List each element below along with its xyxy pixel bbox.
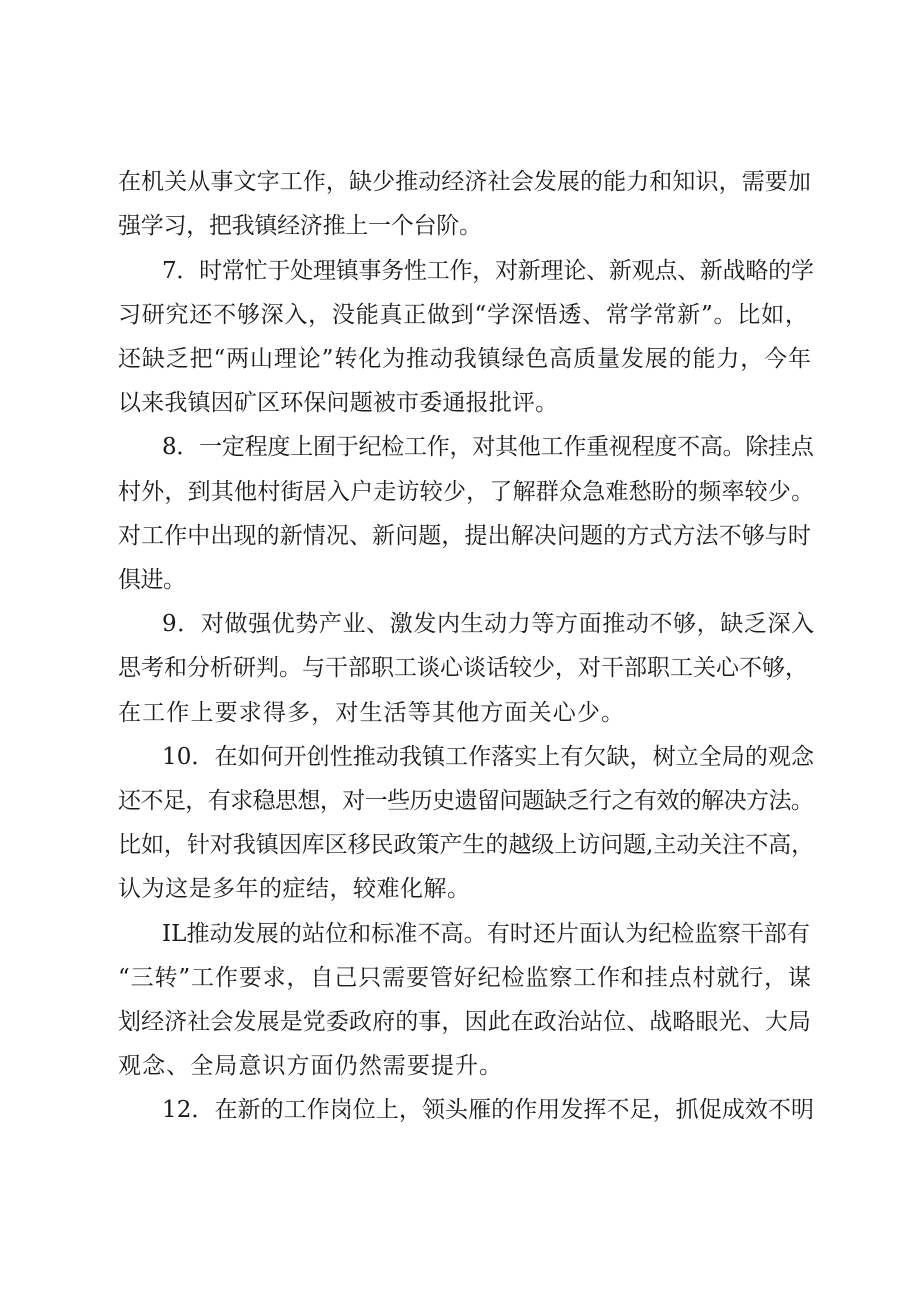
text-line [0,601,920,647]
line-text: 思考和分析研判。与干部职工谈心谈话较少，对干部职工关心不够， [118,655,808,681]
text-line [0,513,920,559]
text-line [0,955,920,1001]
line-text: 以来我镇因矿区环保问题被市委通报批评。 [118,390,559,416]
text-line [0,424,920,470]
line-text: 还不足，有求稳思想，对一些历史遗留问题缺乏行之有效的解决方法。 [118,788,814,814]
line-text: 村外，到其他村街居入户走访较少，了解群众急难愁盼的频率较少。 [118,479,815,505]
line-text: 观念、全局意识方面仍然需要提升。 [118,1053,504,1079]
line-text: 10．在如何开创性推动我镇工作落实上有欠缺，树立全局的观念 [162,744,815,770]
line-text: 还缺乏把“两山理论”转化为推动我镇绿色高质量发展的能力，今年 [118,346,812,372]
line-text: 在机关从事文字工作，缺少推动经济社会发展的能力和知识，需要加 [118,169,811,195]
line-text: 划经济社会发展是党委政府的事，因此在政治站位、战略眼光、大局 [118,1009,811,1035]
text-line [0,557,920,603]
text-line [0,1087,920,1133]
text-line [0,999,920,1045]
text-line [0,203,920,249]
text-line [0,778,920,824]
line-text: 12．在新的工作岗位上，领头雁的作用发挥不足，抓促成效不明 [162,1097,815,1123]
line-text: 9．对做强优势产业、激发内生动力等方面推动不够，缺乏深入 [162,611,815,637]
text-line [0,248,920,294]
text-line [0,645,920,691]
text-line [0,292,920,338]
line-text: 习研究还不够深入，没能真正做到“学深悟透、常学常新”。比如， [118,302,809,328]
line-text: “三转”工作要求，自己只需要管好纪检监察工作和挂点村就行，谋 [118,965,812,991]
text-line [0,866,920,912]
line-text: 在工作上要求得多，对生活等其他方面关心少。 [118,700,626,726]
text-line [0,380,920,426]
text-line [0,469,920,515]
text-line [0,690,920,736]
line-text: 对工作中出现的新情况、新问题，提出解决问题的方式方法不够与时 [118,523,811,549]
text-line [0,1043,920,1089]
text-line [0,159,920,205]
text-line [0,336,920,382]
text-line [0,734,920,780]
line-text: 比如，针对我镇因库区移民政策产生的越级上访问题,主动关注不高， [118,832,815,858]
text-line [0,911,920,957]
line-text: 8．一定程度上囿于纪检工作，对其他工作重视程度不高。除挂点 [162,434,814,460]
line-text: 强学习，把我镇经济推上一个台阶。 [118,213,482,239]
line-text: 俱进。 [118,567,186,593]
text-line [0,822,920,868]
line-text: 认为这是多年的症结，较难化解。 [118,876,471,902]
line-text: IL推动发展的站位和标准不高。有时还片面认为纪检监察干部有 [162,921,810,947]
line-text: 7．时常忙于处理镇事务性工作，对新理论、新观点、新战略的学 [162,258,814,284]
